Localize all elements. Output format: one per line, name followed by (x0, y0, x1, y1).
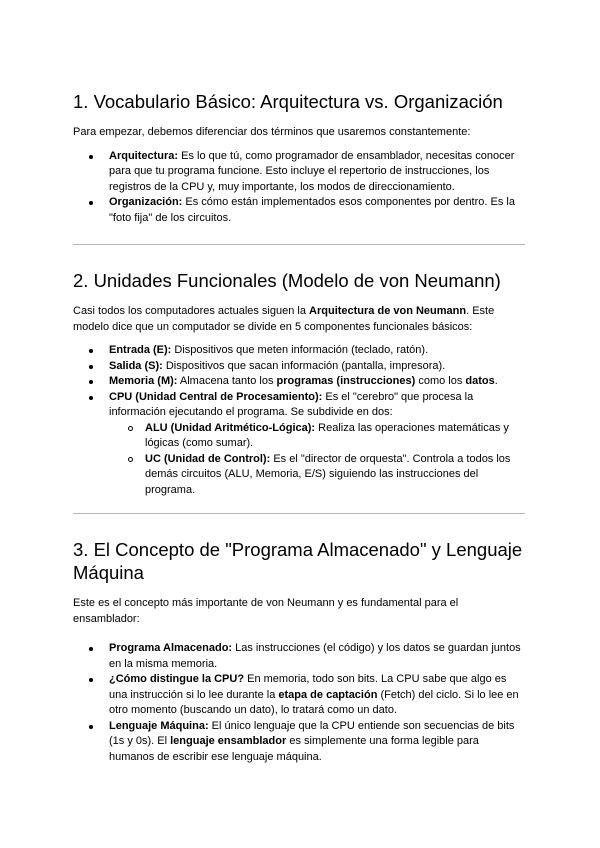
list-item (73, 343, 525, 359)
list-item-bold: datos (465, 375, 495, 387)
list-item (73, 195, 525, 226)
list-item-text: En memoria, todo son bits. La CPU sabe que algo es una instrucción si lo lee durante la (109, 673, 507, 701)
section-title: 2. Unidades Funcionales (Modelo de von Neumann) (73, 270, 501, 291)
list-item (73, 359, 525, 375)
list-item-text: Es el "director de orquesta". Controla a todos los demás circuitos (ALU, Memoria, E/S) siguiendo las instrucciones del programa. (145, 452, 511, 496)
section-intro: Para empezar, debemos diferenciar dos términos que usaremos constantemente: (73, 126, 471, 138)
list-item-term: UC (Unidad de Control): (145, 452, 271, 465)
bullet-list (73, 343, 525, 498)
list-item (73, 672, 525, 719)
bullet-list (73, 641, 525, 765)
list-item-bold: lenguaje ensamblador (170, 735, 287, 747)
section-divider (73, 513, 525, 514)
section-title: 3. El Concepto de "Programa Almacenado" y Lenguaje Máquina (73, 539, 523, 583)
list-item-text: . (494, 375, 498, 387)
list-item-text: El único lenguaje que la CPU entiende son secuencias de bits (1s y 0s). El (109, 719, 515, 747)
list-item-text: como los (415, 375, 466, 387)
section-title: 1. Vocabulario Básico: Arquitectura vs. Organización (73, 91, 503, 112)
intro-bold: Arquitectura de von Neumann (309, 305, 467, 317)
list-item-text: Dispositivos que sacan información (pantalla, impresora). (162, 359, 446, 372)
list-item-text: Las instrucciones (el código) y los datos se guardan juntos en la misma memoria. (109, 642, 521, 670)
intro-text: . Este modelo dice que un computador se divide en 5 componentes funcionales básicos: (73, 305, 495, 333)
sub-bullet-list (109, 421, 525, 499)
list-item (73, 719, 525, 766)
list-item-bold: etapa de captación (278, 688, 378, 701)
list-item-text: Es lo que tú, como programador de ensamblador, necesitas conocer para que tu programa funcione. Esto incluye el repertorio de instrucciones, los registros de la CPU y, muy importante, los modos de direccionamiento. (109, 149, 515, 193)
list-item-text: Es cómo están implementados esos componentes por dentro. Es la "foto fija" de los circuitos. (109, 196, 515, 224)
list-item-term: Organización: (109, 196, 183, 208)
section-unidades-funcionales (73, 269, 525, 498)
list-item-term: ALU (Unidad Aritmético-Lógica): (145, 421, 316, 434)
section-vocabulario (73, 90, 525, 226)
section-divider (73, 244, 525, 245)
list-item-term: Programa Almacenado: (109, 642, 233, 654)
section-intro (73, 304, 525, 335)
section-intro: Este es el concepto más importante de von Neumann y es fundamental para el ensamblador: (73, 597, 459, 625)
list-item-text: es simplemente una forma legible para humanos de escribir ese lenguaje máquina. (109, 735, 479, 763)
list-item-text: Dispositivos que meten información (teclado, ratón). (171, 344, 429, 356)
list-item (73, 641, 525, 672)
list-item-text: Es el "cerebro" que procesa la información ejecutando el programa. Se subdivide en dos: (109, 390, 474, 418)
bullet-list (73, 149, 525, 227)
intro-text: Casi todos los computadores actuales siguen la (73, 305, 310, 317)
list-item-term: ¿Cómo distingue la CPU? (109, 673, 245, 685)
section-programa-almacenado (73, 538, 525, 765)
list-item-bold: programas (instrucciones) (276, 375, 416, 387)
list-item-text: Almacena tanto los (177, 375, 277, 387)
list-item-term: Memoria (M): (109, 375, 178, 387)
sub-list-item (109, 452, 525, 499)
list-item-term: Salida (S): (109, 359, 163, 372)
list-item (73, 374, 525, 390)
sub-list-item (109, 421, 525, 452)
list-item-term: Lenguaje Máquina: (109, 719, 209, 732)
list-item-text: (Fetch) del ciclo. Si lo lee en otro momento (buscando un dato), lo tratará como un dato. (109, 688, 519, 716)
list-item (73, 149, 525, 196)
list-item (73, 390, 525, 499)
list-item-term: Entrada (E): (109, 344, 172, 356)
list-item-term: Arquitectura: (109, 149, 179, 162)
list-item-term: CPU (Unidad Central de Procesamiento): (109, 390, 323, 403)
list-item-text: Realiza las operaciones matemáticas y lógicas (como sumar). (145, 421, 509, 449)
